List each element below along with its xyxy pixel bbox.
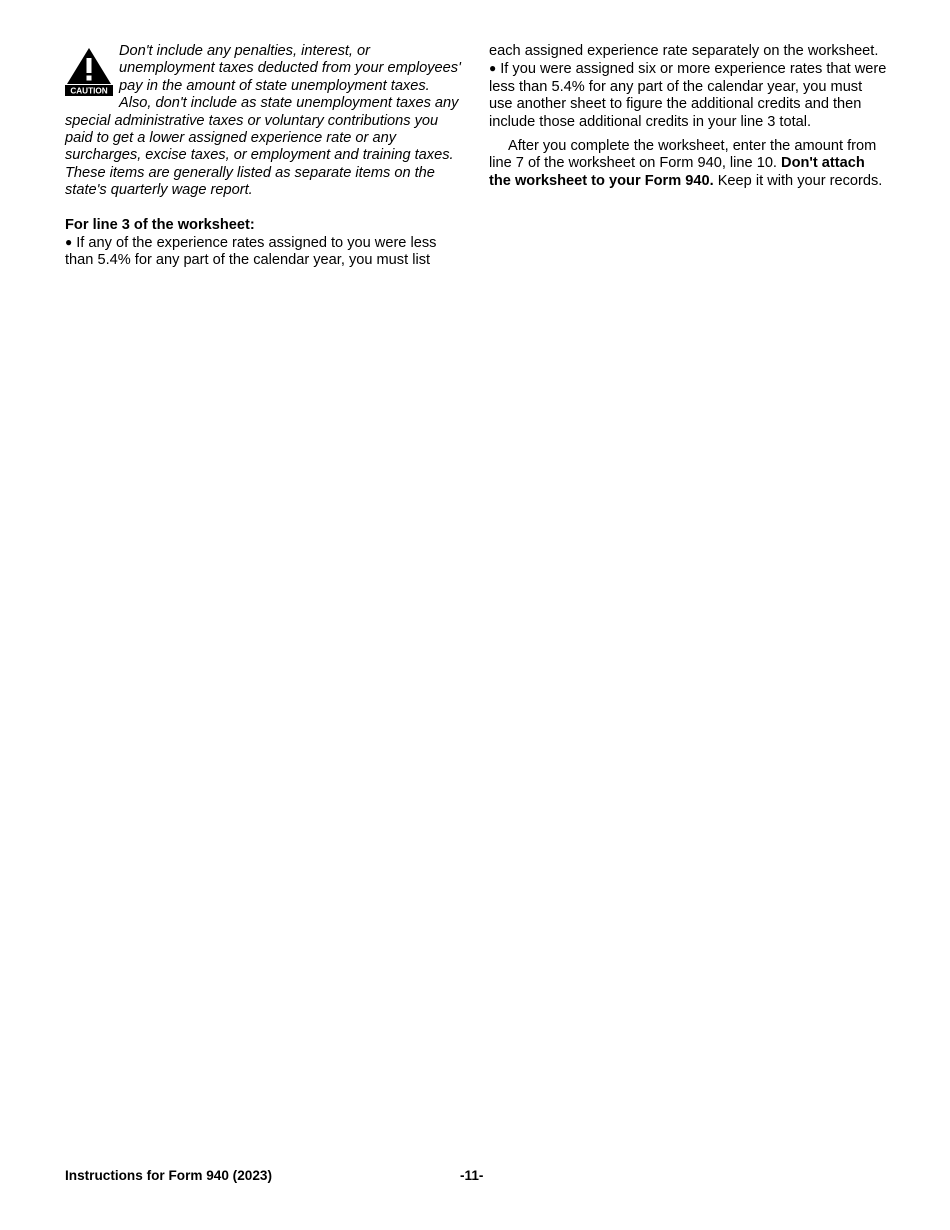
caution-text: Don't include any penalties, interest, or unemployment taxes deducted from your employees' pay in the amount of state unemployment taxes. Also, don't include as state unemployment taxes any special administrative taxes or voluntary contributions you paid to get a lower assigned experience rate or any surcharges, excise taxes, or employment and training taxes. These items are generally listed as separate items on the state's quarterly wage report. bbox=[65, 43, 461, 199]
line3-bullet-2 bbox=[489, 60, 889, 131]
footer-form-title: Instructions for Form 940 (2023) bbox=[65, 1168, 272, 1183]
caution-icon bbox=[65, 46, 113, 96]
closing-paragraph bbox=[489, 138, 889, 190]
line3-bullet-1-text: If any of the experience rates assigned to you were less than 5.4% for any part of the calendar year, you must list bbox=[65, 235, 437, 269]
footer-page-number: -11- bbox=[460, 1168, 484, 1183]
right-column bbox=[489, 43, 889, 190]
bullet-dot-icon: ● bbox=[489, 61, 497, 76]
closing-bold-text: Don't attach the worksheet to your Form 940. bbox=[489, 155, 865, 189]
line3-bullet-2-text: If you were assigned six or more experience rates that were less than 5.4% for any part of the calendar year, you must use another sheet to figure the additional credits and then include those additional credits in your line 3 total. bbox=[489, 61, 887, 130]
caution-icon-label: CAUTION bbox=[70, 86, 108, 96]
closing-text-before: After you complete the worksheet, enter the amount from line 7 of the worksheet on Form 940, line 10. bbox=[489, 138, 877, 172]
line3-bullet-1-continued: each assigned experience rate separately on the worksheet. bbox=[489, 43, 879, 59]
closing-text-after: Keep it with your records. bbox=[717, 172, 883, 189]
line3-bullet-1 bbox=[65, 234, 463, 270]
left-column bbox=[65, 43, 463, 270]
line3-heading: For line 3 of the worksheet: bbox=[65, 216, 255, 233]
bullet-dot-icon: ● bbox=[65, 235, 73, 250]
